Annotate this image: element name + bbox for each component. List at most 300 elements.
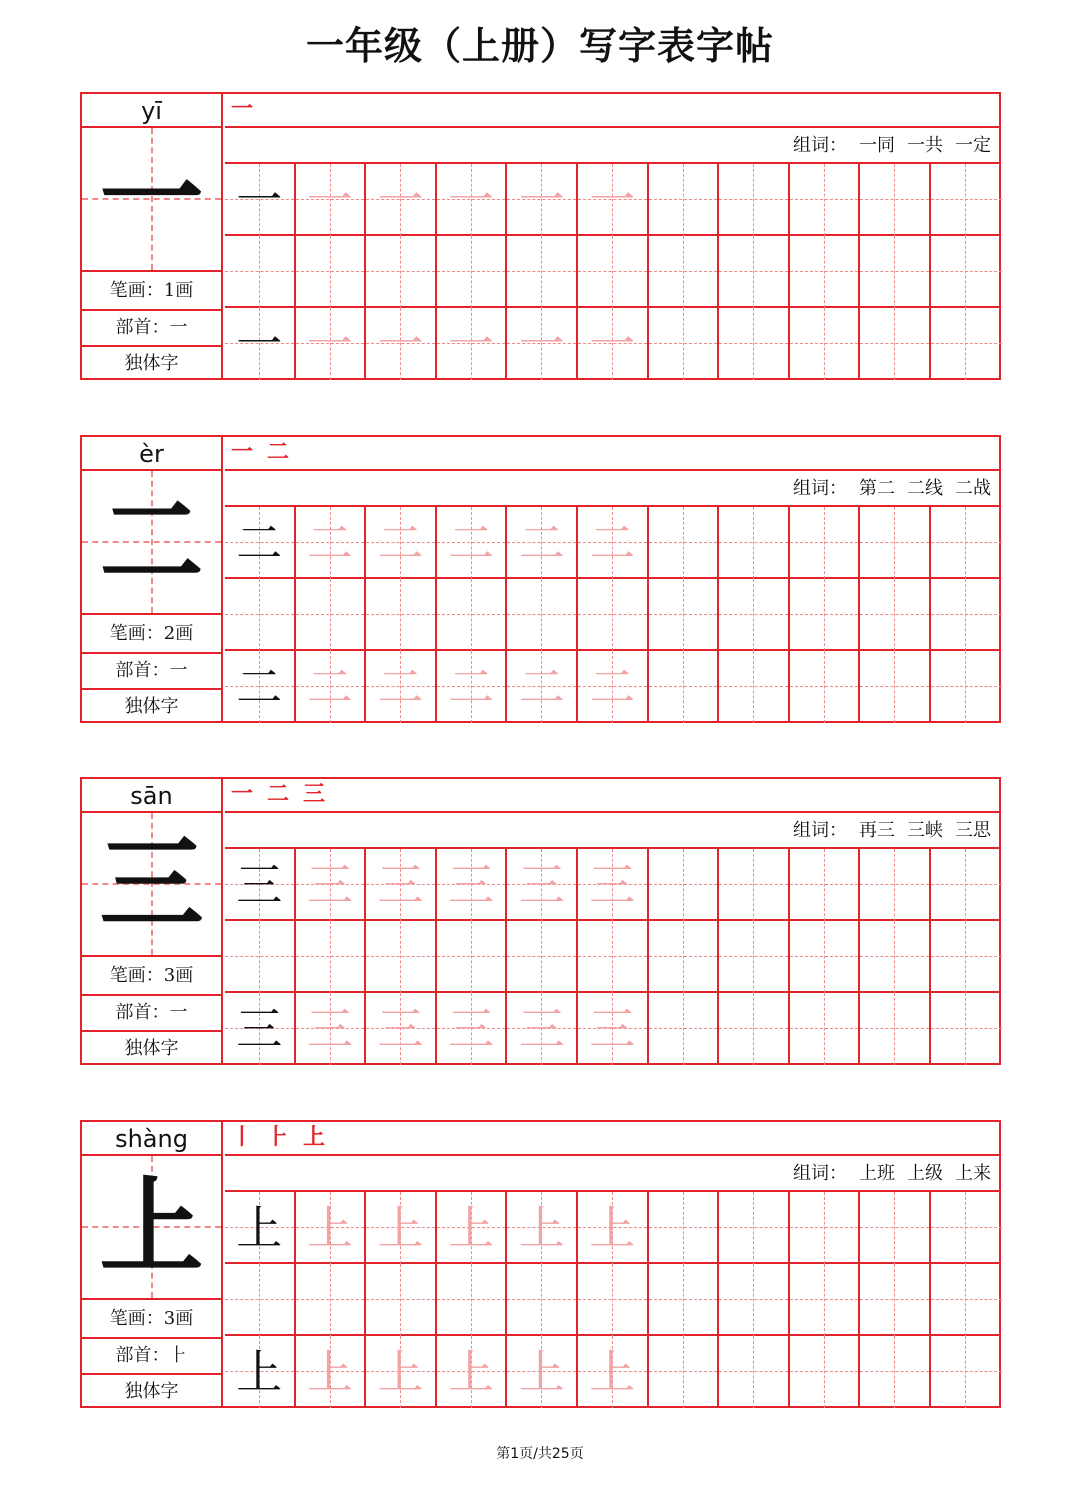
practice-cell[interactable] [578, 579, 649, 651]
practice-cell[interactable] [860, 849, 931, 921]
practice-cell[interactable] [649, 507, 720, 579]
practice-cell[interactable] [225, 308, 296, 380]
cell-guide-vertical [965, 579, 966, 651]
character-block [80, 1120, 1001, 1408]
stroke-count-value: 1画 [163, 280, 194, 301]
cell-guide-vertical [259, 921, 260, 993]
practice-cell[interactable] [860, 651, 931, 723]
practice-cell[interactable] [931, 1336, 1002, 1408]
practice-cell[interactable] [507, 507, 578, 579]
practice-cell[interactable] [578, 1264, 649, 1336]
trace-character: 二 [589, 660, 636, 714]
practice-cell[interactable] [860, 993, 931, 1065]
cell-guide-vertical [824, 164, 825, 236]
trace-character: 上 [448, 1201, 495, 1255]
cell-guide-horizontal [507, 956, 576, 957]
practice-cell[interactable] [296, 507, 367, 579]
practice-cell[interactable] [649, 1336, 720, 1408]
trace-character: 一 [306, 317, 353, 371]
practice-cell[interactable] [578, 236, 649, 308]
cell-guide-vertical [894, 236, 895, 308]
practice-cell[interactable] [507, 849, 578, 921]
practice-cell[interactable] [296, 1192, 367, 1264]
practice-cell[interactable] [225, 1336, 296, 1408]
stroke-order [225, 94, 999, 128]
cell-guide-vertical [965, 921, 966, 993]
cell-guide-horizontal [719, 1371, 788, 1372]
cell-guide-horizontal [860, 1227, 929, 1228]
practice-cell[interactable] [225, 651, 296, 723]
word-example: 一共 [907, 135, 943, 156]
pinyin: sān [82, 779, 221, 813]
cell-guide-horizontal [860, 614, 929, 615]
cell-guide-vertical [753, 236, 754, 308]
practice-row [225, 164, 999, 236]
cell-guide-vertical [965, 1264, 966, 1336]
practice-cell[interactable] [860, 921, 931, 993]
model-character-small: 三 [236, 1002, 283, 1056]
trace-character: 三 [377, 858, 424, 912]
cell-guide-vertical [894, 1192, 895, 1264]
practice-cell[interactable] [366, 651, 437, 723]
cell-guide-vertical [965, 1336, 966, 1408]
practice-cell[interactable] [790, 507, 861, 579]
trace-character: 一 [448, 173, 495, 227]
practice-cell[interactable] [790, 651, 861, 723]
cell-guide-vertical [400, 236, 401, 308]
page-title: 一年级（上册）写字表字帖 [305, 23, 774, 68]
practice-cell[interactable] [649, 308, 720, 380]
radical [82, 1337, 221, 1373]
cell-guide-horizontal [649, 1227, 718, 1228]
practice-cell[interactable] [719, 651, 790, 723]
practice-cell[interactable] [790, 1264, 861, 1336]
practice-cell[interactable] [719, 993, 790, 1065]
stroke-count [82, 270, 221, 309]
cell-guide-vertical [894, 164, 895, 236]
stroke-count [82, 955, 221, 994]
cell-guide-vertical [965, 1192, 966, 1264]
practice-cell[interactable] [790, 579, 861, 651]
practice-cell[interactable] [719, 507, 790, 579]
cell-guide-horizontal [649, 614, 718, 615]
cell-guide-horizontal [931, 614, 1002, 615]
practice-cell[interactable] [719, 164, 790, 236]
practice-cell[interactable] [507, 993, 578, 1065]
pinyin: èr [82, 437, 221, 471]
practice-cell[interactable] [296, 1336, 367, 1408]
cell-guide-vertical [541, 579, 542, 651]
practice-cell[interactable] [366, 849, 437, 921]
practice-cell[interactable] [437, 236, 508, 308]
practice-cell[interactable] [790, 236, 861, 308]
info-column [82, 94, 223, 378]
practice-cell[interactable] [437, 507, 508, 579]
stroke-step: 二 [267, 440, 290, 465]
practice-cell[interactable] [296, 164, 367, 236]
stroke-step: 一 [231, 782, 254, 807]
page-number: 第1页/共25页 [496, 1446, 584, 1462]
practice-cell[interactable] [507, 308, 578, 380]
practice-row [225, 1336, 999, 1408]
word-examples [225, 471, 999, 507]
cell-guide-vertical [824, 993, 825, 1065]
stroke-count-label: 笔画： [109, 280, 164, 301]
practice-cell[interactable] [719, 1192, 790, 1264]
structure: 独体字 [82, 688, 221, 723]
cell-guide-vertical [471, 921, 472, 993]
cell-guide-vertical [683, 651, 684, 723]
practice-cell[interactable] [296, 921, 367, 993]
cell-guide-horizontal [366, 1299, 435, 1300]
trace-character: 上 [448, 1345, 495, 1399]
cell-guide-horizontal [366, 614, 435, 615]
cell-guide-horizontal [790, 343, 859, 344]
cell-guide-horizontal [437, 956, 506, 957]
practice-cell[interactable] [437, 993, 508, 1065]
model-character: 一 [99, 137, 204, 260]
practice-cell[interactable] [719, 236, 790, 308]
cell-guide-vertical [894, 1264, 895, 1336]
cell-guide-vertical [612, 236, 613, 308]
practice-cell[interactable] [437, 921, 508, 993]
practice-cell[interactable] [225, 849, 296, 921]
word-example: 三思 [955, 820, 991, 841]
cell-guide-vertical [753, 579, 754, 651]
cell-guide-horizontal [719, 1227, 788, 1228]
practice-cell[interactable] [860, 1264, 931, 1336]
cell-guide-horizontal [719, 1028, 788, 1029]
cell-guide-vertical [824, 921, 825, 993]
trace-character: 上 [377, 1345, 424, 1399]
cell-guide-vertical [894, 1336, 895, 1408]
model-character-small: 二 [236, 660, 283, 714]
cell-guide-vertical [400, 579, 401, 651]
cell-guide-vertical [259, 579, 260, 651]
cell-guide-vertical [753, 849, 754, 921]
practice-cell[interactable] [578, 308, 649, 380]
practice-cell[interactable] [437, 1192, 508, 1264]
cell-guide-vertical [965, 164, 966, 236]
practice-cell[interactable] [649, 921, 720, 993]
cell-guide-horizontal [578, 956, 647, 957]
cell-guide-vertical [683, 164, 684, 236]
practice-cell[interactable] [931, 579, 1002, 651]
practice-cell[interactable] [790, 1336, 861, 1408]
cell-guide-vertical [753, 921, 754, 993]
practice-row [225, 651, 999, 723]
practice-cell[interactable] [437, 1336, 508, 1408]
word-example: 一定 [955, 135, 991, 156]
stroke-step: 二 [267, 782, 290, 807]
cell-guide-horizontal [578, 271, 647, 272]
cell-guide-horizontal [790, 686, 859, 687]
cell-guide-vertical [330, 921, 331, 993]
practice-cell[interactable] [649, 579, 720, 651]
cell-guide-horizontal [860, 542, 929, 543]
practice-cell[interactable] [649, 236, 720, 308]
practice-row [225, 579, 999, 651]
practice-cell[interactable] [931, 921, 1002, 993]
practice-cell[interactable] [649, 849, 720, 921]
stroke-count [82, 1298, 221, 1337]
character-block [80, 92, 1001, 380]
practice-cell[interactable] [860, 579, 931, 651]
practice-cell[interactable] [366, 1264, 437, 1336]
trace-character: 上 [306, 1201, 353, 1255]
practice-cell[interactable] [578, 164, 649, 236]
practice-cell[interactable] [507, 1264, 578, 1336]
practice-cell[interactable] [931, 164, 1002, 236]
practice-cell[interactable] [437, 579, 508, 651]
cell-guide-vertical [612, 921, 613, 993]
practice-cell[interactable] [790, 993, 861, 1065]
practice-cell[interactable] [507, 1336, 578, 1408]
word-examples [225, 128, 999, 164]
cell-guide-vertical [683, 1336, 684, 1408]
cell-guide-vertical [824, 849, 825, 921]
radical-value: 一 [169, 317, 188, 338]
practice-cell[interactable] [437, 308, 508, 380]
practice-cell[interactable] [578, 651, 649, 723]
practice-cell[interactable] [366, 921, 437, 993]
cell-guide-horizontal [931, 686, 1002, 687]
practice-cell[interactable] [860, 164, 931, 236]
practice-cell[interactable] [507, 164, 578, 236]
cell-guide-horizontal [507, 614, 576, 615]
cell-guide-horizontal [225, 614, 294, 615]
practice-cell[interactable] [649, 1192, 720, 1264]
practice-cell[interactable] [366, 308, 437, 380]
practice-cell[interactable] [437, 164, 508, 236]
cell-guide-horizontal [790, 199, 859, 200]
practice-cell[interactable] [719, 1336, 790, 1408]
practice-cell[interactable] [931, 1264, 1002, 1336]
practice-cell[interactable] [296, 236, 367, 308]
cell-guide-horizontal [719, 343, 788, 344]
practice-cell[interactable] [860, 1192, 931, 1264]
practice-cell[interactable] [578, 1192, 649, 1264]
trace-character: 三 [306, 858, 353, 912]
word-example: 二战 [955, 478, 991, 499]
practice-cell[interactable] [649, 1264, 720, 1336]
cell-guide-vertical [683, 308, 684, 380]
radical-label: 部首： [115, 1002, 170, 1023]
practice-cell[interactable] [719, 308, 790, 380]
cell-guide-horizontal [860, 343, 929, 344]
practice-cell[interactable] [296, 993, 367, 1065]
structure: 独体字 [82, 1030, 221, 1065]
model-character: 上 [99, 1165, 204, 1288]
practice-cell[interactable] [931, 849, 1002, 921]
practice-cell[interactable] [366, 236, 437, 308]
cell-guide-vertical [824, 236, 825, 308]
trace-character: 一 [589, 173, 636, 227]
practice-cell[interactable] [296, 849, 367, 921]
practice-cell[interactable] [296, 308, 367, 380]
cell-guide-horizontal [860, 884, 929, 885]
stroke-step: 上 [303, 1125, 326, 1150]
practice-cell[interactable] [366, 1192, 437, 1264]
practice-cell[interactable] [507, 651, 578, 723]
model-character-small: 上 [236, 1345, 283, 1399]
practice-cell[interactable] [790, 849, 861, 921]
practice-cell[interactable] [296, 651, 367, 723]
practice-cell[interactable] [507, 1192, 578, 1264]
practice-cell[interactable] [860, 308, 931, 380]
practice-cell[interactable] [225, 993, 296, 1065]
practice-cell[interactable] [225, 579, 296, 651]
practice-cell[interactable] [860, 1336, 931, 1408]
cell-guide-horizontal [931, 1227, 1002, 1228]
practice-cell[interactable] [790, 164, 861, 236]
cell-guide-horizontal [860, 199, 929, 200]
practice-cell[interactable] [578, 993, 649, 1065]
practice-cell[interactable] [719, 579, 790, 651]
cell-guide-vertical [330, 236, 331, 308]
cell-guide-horizontal [649, 542, 718, 543]
practice-cell[interactable] [931, 236, 1002, 308]
cell-guide-horizontal [366, 271, 435, 272]
practice-cell[interactable] [790, 1192, 861, 1264]
stroke-count [82, 613, 221, 652]
cell-guide-vertical [753, 1336, 754, 1408]
practice-cell[interactable] [649, 164, 720, 236]
practice-cell[interactable] [578, 921, 649, 993]
practice-cell[interactable] [225, 1192, 296, 1264]
cell-guide-horizontal [719, 686, 788, 687]
practice-cell[interactable] [931, 1192, 1002, 1264]
radical-value: 一 [169, 660, 188, 681]
cell-guide-horizontal [860, 1299, 929, 1300]
cell-guide-vertical [330, 579, 331, 651]
structure: 独体字 [82, 345, 221, 380]
practice-row [225, 308, 999, 380]
practice-row [225, 1192, 999, 1264]
practice-cell[interactable] [437, 651, 508, 723]
cell-guide-vertical [894, 993, 895, 1065]
practice-cell[interactable] [649, 651, 720, 723]
radical [82, 994, 221, 1030]
cell-guide-vertical [683, 507, 684, 579]
trace-character: 二 [518, 516, 565, 570]
practice-cell[interactable] [931, 507, 1002, 579]
practice-cell[interactable] [296, 579, 367, 651]
cell-guide-horizontal [719, 271, 788, 272]
trace-character: 三 [518, 1002, 565, 1056]
word-example: 上级 [907, 1163, 943, 1184]
stroke-count-label: 笔画： [109, 1308, 164, 1329]
cell-guide-horizontal [931, 1299, 1002, 1300]
cell-guide-vertical [824, 579, 825, 651]
stroke-step: ⺊ [267, 1125, 290, 1150]
practice-cell[interactable] [860, 507, 931, 579]
cell-guide-vertical [824, 1192, 825, 1264]
practice-cell[interactable] [578, 507, 649, 579]
cell-guide-horizontal [790, 271, 859, 272]
cell-guide-horizontal [649, 199, 718, 200]
trace-character: 二 [448, 516, 495, 570]
practice-cell[interactable] [860, 236, 931, 308]
trace-character: 二 [377, 660, 424, 714]
practice-cell[interactable] [507, 921, 578, 993]
info-column [82, 779, 223, 1063]
practice-cell[interactable] [225, 921, 296, 993]
trace-character: 一 [377, 317, 424, 371]
practice-cell[interactable] [719, 849, 790, 921]
trace-character: 三 [518, 858, 565, 912]
practice-cell[interactable] [790, 921, 861, 993]
practice-cell[interactable] [719, 921, 790, 993]
cell-guide-vertical [259, 1264, 260, 1336]
practice-cell[interactable] [366, 164, 437, 236]
practice-cell[interactable] [366, 579, 437, 651]
pinyin: shàng [82, 1122, 221, 1156]
practice-cell[interactable] [719, 1264, 790, 1336]
cell-guide-horizontal [649, 956, 718, 957]
practice-cell[interactable] [366, 507, 437, 579]
trace-character: 二 [377, 516, 424, 570]
trace-character: 一 [306, 173, 353, 227]
practice-cell[interactable] [578, 849, 649, 921]
practice-cell[interactable] [931, 651, 1002, 723]
model-character-box [82, 1156, 221, 1298]
practice-cell[interactable] [366, 993, 437, 1065]
practice-cell[interactable] [649, 993, 720, 1065]
model-character-box [82, 471, 221, 613]
model-character-box [82, 813, 221, 955]
practice-cell[interactable] [578, 1336, 649, 1408]
cell-guide-horizontal [437, 1299, 506, 1300]
practice-row [225, 921, 999, 993]
practice-cell[interactable] [507, 236, 578, 308]
cell-guide-vertical [965, 308, 966, 380]
cell-guide-horizontal [296, 271, 365, 272]
trace-character: 上 [518, 1201, 565, 1255]
practice-cell[interactable] [790, 308, 861, 380]
cell-guide-horizontal [790, 1299, 859, 1300]
stroke-order [225, 779, 999, 813]
cell-guide-horizontal [649, 686, 718, 687]
practice-row [225, 507, 999, 579]
word-examples [225, 1156, 999, 1192]
cell-guide-horizontal [931, 343, 1002, 344]
practice-cell[interactable] [225, 236, 296, 308]
practice-cell[interactable] [296, 1264, 367, 1336]
practice-cell[interactable] [437, 1264, 508, 1336]
practice-cell[interactable] [437, 849, 508, 921]
structure: 独体字 [82, 1373, 221, 1408]
practice-cell[interactable] [366, 1336, 437, 1408]
cell-guide-horizontal [719, 1299, 788, 1300]
practice-cell[interactable] [225, 164, 296, 236]
stroke-count-value: 2画 [163, 623, 194, 644]
practice-cell[interactable] [931, 993, 1002, 1065]
cell-guide-vertical [541, 236, 542, 308]
cell-guide-vertical [894, 849, 895, 921]
cell-guide-vertical [471, 579, 472, 651]
radical-value: ⺊ [169, 1345, 188, 1366]
pinyin: yī [82, 94, 221, 128]
words-label: 组词： [793, 478, 847, 499]
trace-character: 三 [589, 858, 636, 912]
practice-cell[interactable] [225, 1264, 296, 1336]
practice-cell[interactable] [225, 507, 296, 579]
cell-guide-horizontal [931, 956, 1002, 957]
practice-cell[interactable] [507, 579, 578, 651]
practice-cell[interactable] [931, 308, 1002, 380]
word-example: 二线 [907, 478, 943, 499]
